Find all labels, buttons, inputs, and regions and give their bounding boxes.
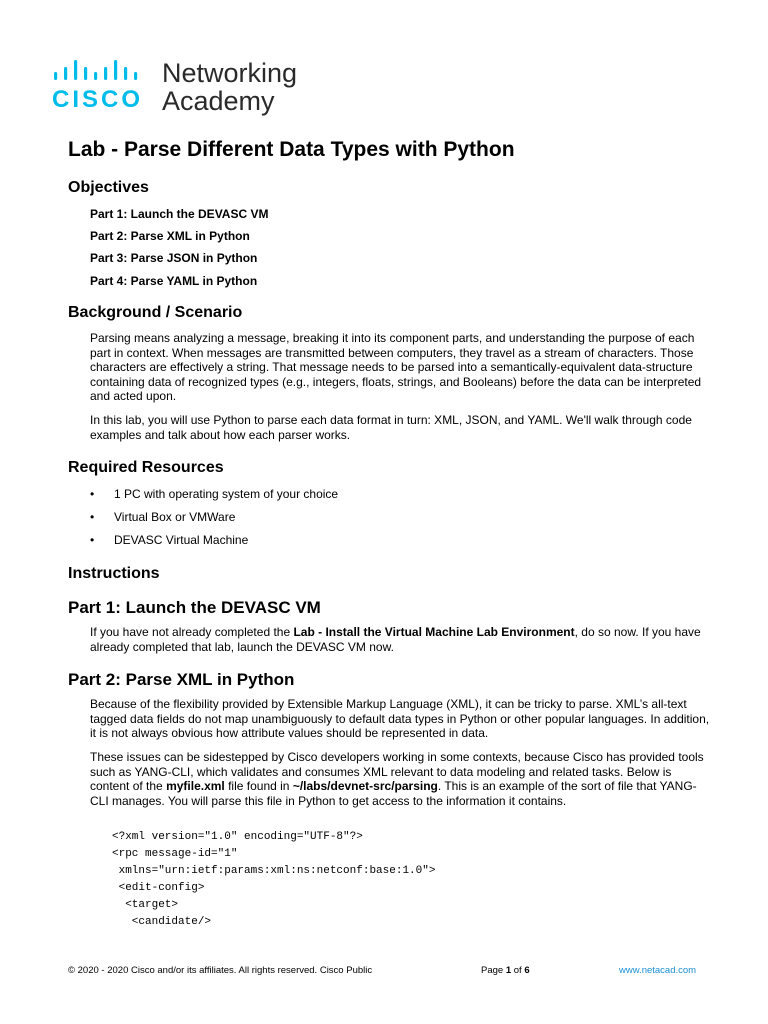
xml-code-line: xmlns="urn:ietf:params:xml:ns:netconf:base:1.0"> (112, 865, 436, 877)
cisco-networking-academy-logo (52, 58, 352, 118)
objective-item: Part 3: Parse JSON in Python (90, 251, 258, 265)
background-heading: Background / Scenario (68, 304, 243, 321)
footer-page-number: Page 1 of 6 (481, 965, 530, 976)
resource-item: • 1 PC with operating system of your choice (90, 487, 339, 501)
part2-paragraph: Because of the flexibility provided by Extensible Markup Language (XML), it can be tricky to parse. XML’s all-text tagged data fields do not map unambiguously to default data types in Python or other popular languages. In addition, it is not always obvious how attribute values should be represented in data. (90, 697, 710, 740)
part2-paragraph-2: These issues can be sidestepped by Cisco developers working in some contexts, because Cisco has provided tools such as YANG-CLI, which validates and consumes XML relevant to data modeling and related tasks. Below is content of the myfile.xml file found in ~/labs/devnet-src/parsing. This is an example of the sort of file that YANG-CLI manages. You will parse this file in Python to get access to the information it contains. (90, 750, 704, 808)
xml-code-line: <?xml version="1.0" encoding="UTF-8"?> (112, 831, 363, 843)
resource-item: • Virtual Box or VMWare (90, 510, 236, 524)
cisco-bars-icon (52, 58, 152, 84)
instructions-heading: Instructions (68, 565, 160, 582)
footer-website-link[interactable]: www.netacad.com (619, 965, 697, 976)
logo-networking-text: Networking (162, 58, 298, 88)
objective-item: Part 2: Parse XML in Python (90, 229, 250, 243)
xml-code-line: <edit-config> (112, 882, 205, 894)
part2-heading: Part 2: Parse XML in Python (68, 670, 295, 689)
part1-heading: Part 1: Launch the DEVASC VM (68, 598, 321, 617)
background-paragraph-2: In this lab, you will use Python to parse each data format in turn: XML, JSON, and YAML. We'll walk through code examples and talk about how each parser works. (90, 413, 692, 442)
part1-paragraph: If you have not already completed the Lab - Install the Virtual Machine Lab Environment, do so now. If you have already completed that lab, launch the DEVASC VM now. (90, 625, 701, 654)
objective-item: Part 4: Parse YAML in Python (90, 274, 258, 288)
required-resources-heading: Required Resources (68, 459, 224, 476)
xml-code-line: <rpc message-id="1" (112, 848, 238, 860)
xml-code-line: <target> (112, 899, 179, 911)
logo-academy-text: Academy (162, 86, 275, 116)
footer-copyright: © 2020 - 2020 Cisco and/or its affiliates. All rights reserved. Cisco Public (68, 965, 373, 976)
background-paragraph: Parsing means analyzing a message, breaking it into its component parts, and understanding the purpose of each part in context. When messages are transmitted between computers, they travel as a stream of characters. Those characters are effectively a string. That message needs to be parsed into a semantically-equivalent data-structure containing data of recognized types (e.g., integers, floats, strings, and Booleans) before the data can be interpreted and acted upon. (90, 331, 702, 403)
logo-cisco-wordmark: CISCO (52, 86, 144, 113)
objective-item: Part 1: Launch the DEVASC VM (90, 207, 269, 221)
lab-title: Lab - Parse Different Data Types with Python (68, 138, 515, 161)
bullet-icon: • (90, 510, 95, 524)
bullet-icon: • (90, 533, 95, 547)
resource-item: • DEVASC Virtual Machine (90, 533, 249, 547)
bullet-icon: • (90, 487, 95, 501)
objectives-heading: Objectives (68, 179, 149, 196)
xml-code-line: <candidate/> (112, 916, 212, 928)
